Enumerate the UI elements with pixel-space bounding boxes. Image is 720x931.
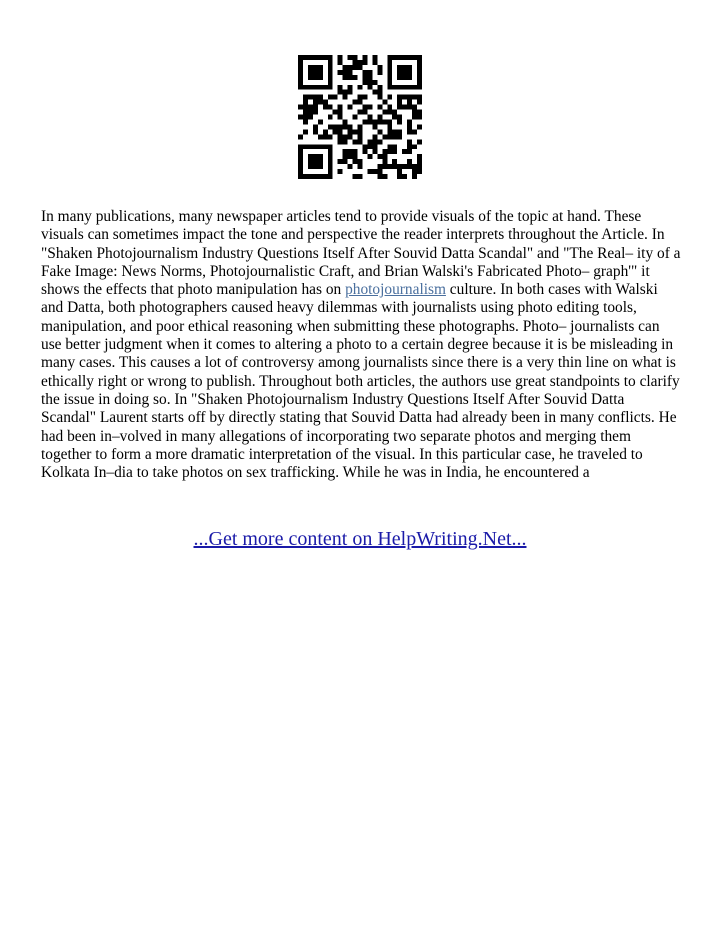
article-text-part-1: In many publications, many newspaper articles tend to provide visuals of the topic at hand. These visuals can sometimes impact the tone and perspective the reader interprets throughout the Article. In "Shaken Photojournalism Industry Questions Itself After Souvid Datta Scandal" and "The Real– ity of a Fake Image: News Norms, Photojournalistic Craft, and Brian Walski's Fabricated Photo– graph'" it shows the effects that photo manipulation has on (41, 208, 681, 299)
qr-code-icon (298, 55, 422, 179)
article-text-part-2: culture. In both cases with Walski and Datta, both photographers caused heavy dilemmas with journalists using photo editing tools, manipulation, and poor ethical reasoning when submitting these photographs. Photo– journalists can use better judgment when it comes to altering a photo to a certain degree because it is be misleading in many cases. This causes a lot of controversy among journalists since there is a very thin line on what is ethically right or wrong to publish. Throughout both articles, the authors use great standpoints to clarify the issue in doing so. In "Shaken Photojournalism Industry Questions Itself After Souvid Datta Scandal" Laurent starts off by directly stating that Souvid Datta had already been in many conflicts. He had been in–volved in many allegations of incorporating two separate photos and merging them together to form a more dramatic interpretation of the visual. In this particular case, he traveled to Kolkata In–dia to take photos on sex trafficking. While he was in India, he encountered a (41, 281, 680, 482)
article-body (41, 208, 683, 482)
more-content-container (0, 526, 720, 552)
get-more-content-link[interactable]: ...Get more content on HelpWriting.Net... (193, 528, 527, 550)
photojournalism-link[interactable]: photojournalism (345, 281, 446, 299)
qr-code (298, 55, 422, 179)
